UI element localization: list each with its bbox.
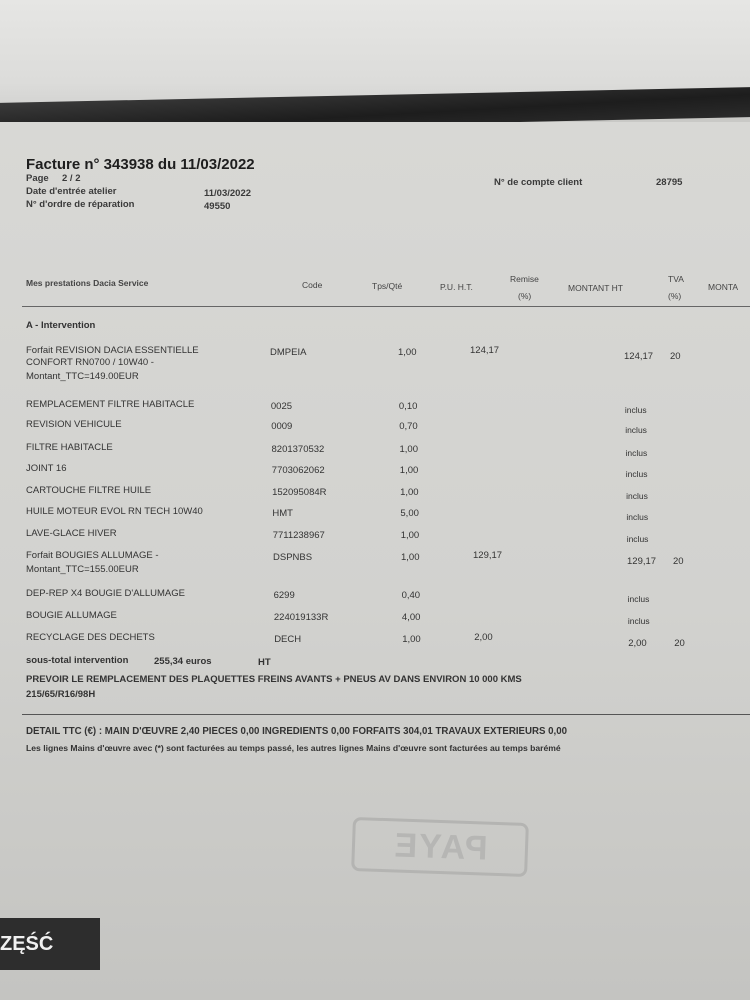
row-description: CONFORT RN0700 / 10W40 - [26, 357, 154, 368]
header-divider [22, 306, 750, 307]
row-quantity: 1,00 [402, 634, 421, 645]
row-amount: 124,17 [624, 351, 654, 362]
section-title: A - Intervention [26, 320, 96, 331]
corner-label: ZĘŚĆ [0, 918, 100, 970]
row-quantity: 1,00 [400, 530, 420, 541]
row-amount: inclus [626, 491, 648, 501]
row-amount: inclus [625, 425, 647, 435]
client-account-label: N° de compte client [494, 177, 583, 188]
row-quantity: 4,00 [401, 612, 421, 623]
row-amount: 129,17 [627, 556, 657, 567]
row-description: Forfait BOUGIES ALLUMAGE - [26, 550, 159, 561]
header-remise-pct: (%) [518, 291, 532, 301]
header-montant-ttc: MONTA [708, 282, 739, 292]
header-montant-ht: MONTANT HT [568, 283, 623, 293]
header-tva-pct: (%) [668, 291, 682, 301]
row-code: HMT [272, 508, 293, 519]
row-vat: 20 [670, 351, 681, 362]
row-code: 0025 [270, 401, 293, 412]
row-description: LAVE-GLACE HIVER [26, 528, 117, 539]
subtotal-value: 255,34 euros [154, 656, 212, 667]
row-code: DSPNBS [273, 552, 313, 563]
row-quantity: 0,70 [399, 421, 418, 432]
footer-divider [22, 714, 750, 715]
header-remise: Remise [510, 274, 539, 284]
row-code: 152095084R [272, 487, 327, 498]
row-vat: 20 [673, 556, 684, 567]
entry-date-value: 11/03/2022 [204, 188, 252, 199]
subtotal-label: sous-total intervention [26, 655, 129, 666]
row-description: Montant_TTC=149.00EUR [26, 371, 139, 382]
header-code: Code [302, 280, 323, 290]
row-description: JOINT 16 [26, 463, 67, 474]
row-amount: inclus [626, 512, 649, 522]
note-line-2: 215/65/R16/98H [26, 689, 96, 700]
row-code: DECH [274, 634, 302, 645]
row-code: 7703062062 [271, 465, 325, 476]
row-amount: inclus [627, 616, 650, 626]
header-puht: P.U. H.T. [440, 282, 473, 292]
row-description: CARTOUCHE FILTRE HUILE [26, 485, 152, 496]
row-amount: inclus [625, 448, 648, 458]
row-description: HUILE MOTEUR EVOL RN TECH 10W40 [26, 506, 203, 517]
row-description: Montant_TTC=155.00EUR [26, 564, 139, 575]
row-quantity: 1,00 [400, 487, 419, 498]
row-description: FILTRE HABITACLE [26, 442, 113, 453]
row-amount: 2,00 [628, 638, 647, 649]
row-quantity: 1,00 [401, 552, 420, 563]
row-code: 0009 [271, 421, 293, 432]
row-description: BOUGIE ALLUMAGE [26, 610, 117, 621]
row-description: REVISION VEHICULE [26, 419, 122, 430]
invoice-title: Facture n° 343938 du 11/03/2022 [26, 156, 255, 173]
row-amount: inclus [625, 469, 648, 479]
client-account-value: 28795 [656, 177, 683, 188]
subtotal-suffix: HT [258, 657, 271, 668]
row-description: Forfait REVISION DACIA ESSENTIELLE [26, 345, 199, 356]
row-code: DMPEIA [270, 347, 307, 358]
row-amount: inclus [626, 534, 649, 544]
row-code: 224019133R [273, 612, 329, 623]
row-description: REMPLACEMENT FILTRE HABITACLE [26, 399, 195, 410]
row-quantity: 0,10 [398, 401, 418, 412]
header-prestations: Mes prestations Dacia Service [26, 278, 149, 288]
note-line-1: PREVOIR LE REMPLACEMENT DES PLAQUETTES FREINS AVANTS + PNEUS AV DANS ENVIRON 10 000 KMS [26, 674, 522, 685]
row-quantity: 0,40 [401, 590, 421, 601]
repair-order-value: 49550 [204, 201, 231, 212]
row-unit-price: 129,17 [473, 550, 503, 561]
legend-text: Les lignes Mains d'œuvre avec (*) sont facturées au temps passé, les autres lignes Mains d'œuvre sont facturées au temps barémé [26, 743, 561, 753]
detail-ttc: DETAIL TTC (€) : MAIN D'ŒUVRE 2,40 PIECES 0,00 INGREDIENTS 0,00 FORFAITS 304,01 TRAVAUX EXTERIEURS 0,00 [26, 726, 567, 737]
row-code: 7711238967 [272, 530, 325, 541]
row-unit-price: 2,00 [474, 632, 493, 643]
row-quantity: 5,00 [400, 508, 419, 519]
row-unit-price: 124,17 [470, 345, 500, 356]
entry-date-label: Date d'entrée atelier [26, 186, 117, 197]
row-quantity: 1,00 [399, 465, 419, 476]
header-tva: TVA [668, 274, 684, 284]
row-code: 6299 [273, 590, 295, 601]
repair-order-label: N° d'ordre de réparation [26, 199, 135, 210]
row-amount: inclus [627, 594, 650, 604]
row-description: DEP-REP X4 BOUGIE D'ALLUMAGE [26, 588, 185, 599]
row-vat: 20 [674, 638, 685, 649]
row-quantity: 1,00 [398, 347, 417, 358]
page-value: 2 / 2 [62, 173, 81, 184]
row-quantity: 1,00 [399, 444, 418, 455]
page-label: Page [26, 173, 49, 184]
header-tps-qte: Tps/Qté [372, 281, 403, 291]
row-code: 8201370532 [271, 444, 325, 455]
row-description: RECYCLAGE DES DECHETS [26, 632, 155, 643]
row-amount: inclus [624, 405, 647, 415]
paid-stamp: PAYE [351, 817, 529, 877]
